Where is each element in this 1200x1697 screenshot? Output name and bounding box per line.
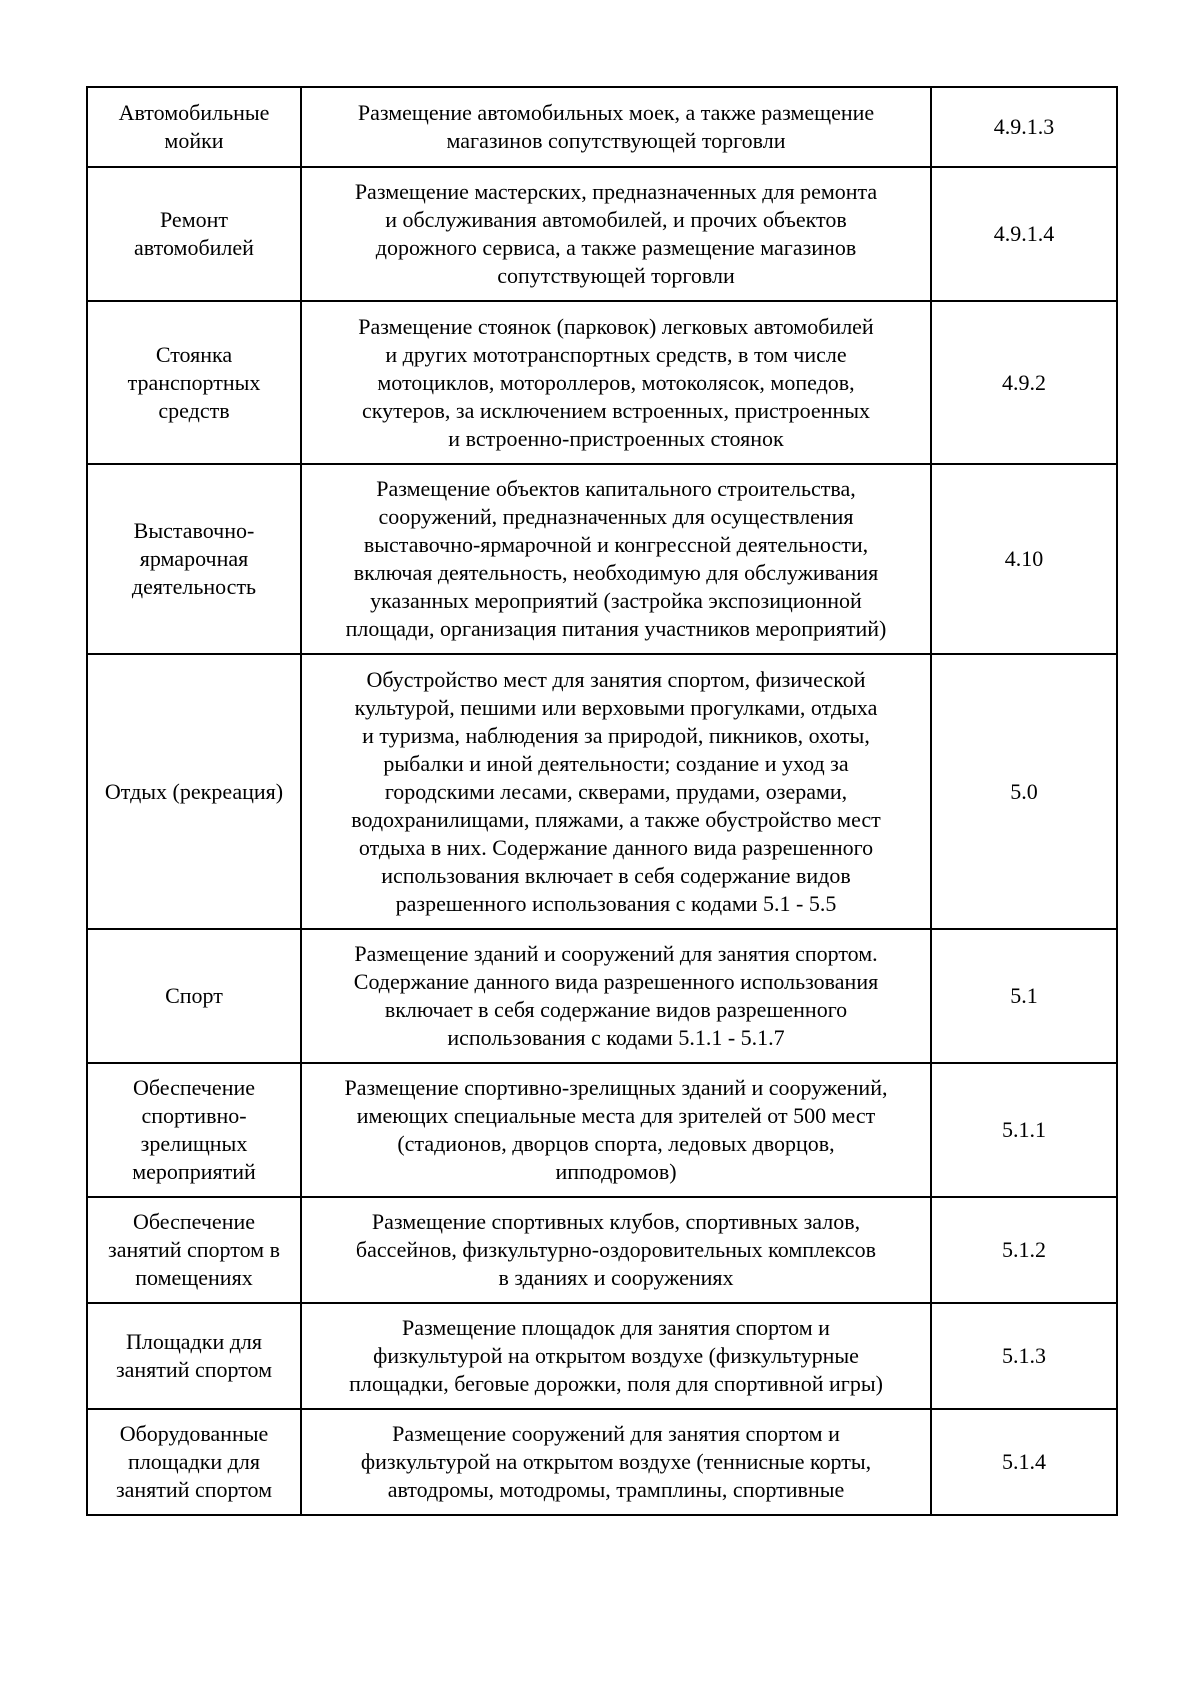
- use-name-cell: Обеспечение занятий спортом в помещениях: [87, 1197, 301, 1303]
- use-code-cell: 4.9.1.3: [931, 87, 1117, 167]
- use-description-cell: Размещение автомобильных моек, а также размещение магазинов сопутствующей торговли: [301, 87, 931, 167]
- use-name-cell: Ремонт автомобилей: [87, 167, 301, 301]
- table-row: [87, 167, 1117, 301]
- use-code-cell: 5.1.2: [931, 1197, 1117, 1303]
- use-code-cell: 5.1.4: [931, 1409, 1117, 1515]
- use-description-cell: Размещение стоянок (парковок) легковых автомобилей и других мототранспортных средств, в том числе мотоциклов, мотороллеров, мотоколясок, мопедов, скутеров, за исключением встроенных, пристроенных и встроенно-пристроенных стоянок: [301, 301, 931, 464]
- use-name-cell: Оборудованные площадки для занятий спортом: [87, 1409, 301, 1515]
- use-code-cell: 5.0: [931, 654, 1117, 929]
- use-description-cell: Размещение площадок для занятия спортом и физкультурой на открытом воздухе (физкультурные площадки, беговые дорожки, поля для спортивной игры): [301, 1303, 931, 1409]
- use-code-cell: 4.9.1.4: [931, 167, 1117, 301]
- table-row: [87, 1063, 1117, 1197]
- use-name-cell: Площадки для занятий спортом: [87, 1303, 301, 1409]
- table-row: [87, 1197, 1117, 1303]
- table-row: [87, 301, 1117, 464]
- use-name-cell: Выставочно- ярмарочная деятельность: [87, 464, 301, 654]
- use-description-cell: Размещение спортивно-зрелищных зданий и сооружений, имеющих специальные места для зрителей от 500 мест (стадионов, дворцов спорта, ледовых дворцов, ипподромов): [301, 1063, 931, 1197]
- use-name-cell: Отдых (рекреация): [87, 654, 301, 929]
- use-description-cell: Размещение мастерских, предназначенных для ремонта и обслуживания автомобилей, и прочих объектов дорожного сервиса, а также размещение магазинов сопутствующей торговли: [301, 167, 931, 301]
- use-description-cell: Размещение объектов капитального строительства, сооружений, предназначенных для осуществления выставочно-ярмарочной и конгрессной деятельности, включая деятельность, необходимую для обслуживания указанных мероприятий (застройка экспозиционной площади, организация питания участников мероприятий): [301, 464, 931, 654]
- table-row: [87, 929, 1117, 1063]
- table-row: [87, 654, 1117, 929]
- use-description-cell: Размещение сооружений для занятия спортом и физкультурой на открытом воздухе (теннисные корты, автодромы, мотодромы, трамплины, спортивные: [301, 1409, 931, 1515]
- table-row: [87, 1409, 1117, 1515]
- use-name-cell: Автомобильные мойки: [87, 87, 301, 167]
- use-code-cell: 4.10: [931, 464, 1117, 654]
- use-code-cell: 5.1.3: [931, 1303, 1117, 1409]
- use-description-cell: Размещение зданий и сооружений для занятия спортом. Содержание данного вида разрешенного использования включает в себя содержание видов разрешенного использования с кодами 5.1.1 - 5.1.7: [301, 929, 931, 1063]
- use-name-cell: Стоянка транспортных средств: [87, 301, 301, 464]
- land-use-table: [86, 86, 1118, 1516]
- use-code-cell: 5.1: [931, 929, 1117, 1063]
- use-name-cell: Обеспечение спортивно- зрелищных мероприятий: [87, 1063, 301, 1197]
- use-code-cell: 4.9.2: [931, 301, 1117, 464]
- table-row: [87, 87, 1117, 167]
- use-name-cell: Спорт: [87, 929, 301, 1063]
- use-description-cell: Обустройство мест для занятия спортом, физической культурой, пешими или верховыми прогулками, отдыха и туризма, наблюдения за природой, пикников, охоты, рыбалки и иной деятельности; создание и уход за городскими лесами, скверами, прудами, озерами, водохранилищами, пляжами, а также обустройство мест отдыха в них. Содержание данного вида разрешенного использования включает в себя содержание видов разрешенного использования с кодами 5.1 - 5.5: [301, 654, 931, 929]
- use-code-cell: 5.1.1: [931, 1063, 1117, 1197]
- table-row: [87, 1303, 1117, 1409]
- table-row: [87, 464, 1117, 654]
- use-description-cell: Размещение спортивных клубов, спортивных залов, бассейнов, физкультурно-оздоровительных комплексов в зданиях и сооружениях: [301, 1197, 931, 1303]
